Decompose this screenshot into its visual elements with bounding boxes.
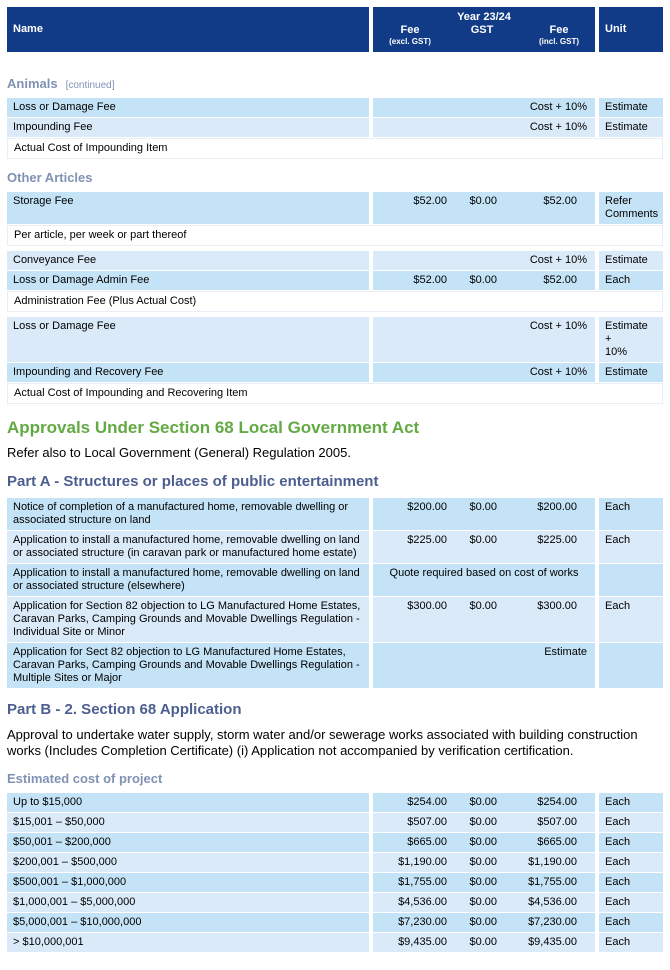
table-row xyxy=(7,793,663,812)
header-gst-label: GST xyxy=(470,24,494,36)
part-a-heading: Part A - Structures or places of public entertainment xyxy=(7,473,379,490)
part-b-heading: Part B - 2. Section 68 Application xyxy=(7,701,242,718)
row-gst: $0.00 xyxy=(469,534,497,546)
row-note: Administration Fee (Plus Actual Cost) xyxy=(7,291,663,312)
row-gst: $0.00 xyxy=(469,501,497,513)
row-gst: $0.00 xyxy=(469,936,497,948)
header-gst xyxy=(457,24,507,36)
table-row xyxy=(7,873,663,892)
part-b-paragraph xyxy=(7,727,663,759)
row-unit xyxy=(599,564,663,596)
row-name xyxy=(7,531,369,563)
row-fee-excl: $225.00 xyxy=(407,534,447,546)
row-name xyxy=(7,643,369,688)
row-name xyxy=(7,597,369,642)
row-name-line: Application to install a manufactured home, removable dwelling on land xyxy=(13,534,360,546)
table-header xyxy=(7,7,663,52)
row-fee: Cost + 10% xyxy=(529,366,587,378)
row-name: $15,001 – $50,000 xyxy=(7,813,369,832)
header-name-label: Name xyxy=(13,23,43,35)
table-row xyxy=(7,893,663,912)
row-unit: Each xyxy=(599,793,663,812)
row-fee: Quote required based on cost of works xyxy=(389,567,579,579)
table-row xyxy=(7,833,663,852)
row-name: $500,001 – $1,000,000 xyxy=(7,873,369,892)
table-row xyxy=(7,251,663,270)
row-unit: Each xyxy=(599,853,663,872)
row-fee-incl: $4,536.00 xyxy=(528,896,577,908)
row-unit: Estimate xyxy=(599,98,663,117)
row-gst: $0.00 xyxy=(469,876,497,888)
table-row xyxy=(7,118,663,137)
row-fee-excl: $300.00 xyxy=(407,600,447,612)
row-unit: Each xyxy=(599,813,663,832)
row-fee-excl: $4,536.00 xyxy=(398,896,447,908)
row-unit xyxy=(599,192,663,224)
table-row xyxy=(7,531,663,563)
animals-section-title xyxy=(7,76,663,91)
animals-title: Animals xyxy=(7,76,58,91)
row-name-line: Application for Section 82 objection to LG Manufactured Home Estates, xyxy=(13,600,361,612)
table-row xyxy=(7,498,663,530)
part-b-paragraph-line: Approval to undertake water supply, storm water and/or sewerage works associated with building construction xyxy=(7,727,638,742)
row-unit: Estimate xyxy=(599,251,663,270)
row-fee-excl: $9,435.00 xyxy=(398,936,447,948)
row-unit: Each xyxy=(599,597,663,642)
row-name: Up to $15,000 xyxy=(7,793,369,812)
table-row xyxy=(7,192,663,224)
row-gst: $0.00 xyxy=(469,274,497,286)
row-unit-line2: 10% xyxy=(605,346,628,358)
row-fee-incl: $665.00 xyxy=(537,836,577,848)
row-fee-incl: $1,190.00 xyxy=(528,856,577,868)
header-fee-excl-label: Fee xyxy=(400,24,420,36)
row-fee: Cost + 10% xyxy=(529,254,587,266)
row-fee: Cost + 10% xyxy=(529,121,587,133)
approvals-refer-text: Refer also to Local Government (General) Regulation 2005. xyxy=(7,445,351,460)
part-b-paragraph-line: works (Includes Completion Certificate) (i) Application not accompanied by verification certification. xyxy=(7,743,574,758)
approvals-heading: Approvals Under Section 68 Local Government Act xyxy=(7,418,420,437)
row-name xyxy=(7,564,369,596)
part-b-table xyxy=(7,793,663,952)
table-row xyxy=(7,933,663,952)
row-name xyxy=(7,498,369,530)
row-fee-incl: $52.00 xyxy=(543,195,577,207)
row-unit: Each xyxy=(599,498,663,530)
table-row xyxy=(7,597,663,642)
row-gst: $0.00 xyxy=(469,195,497,207)
header-unit-label: Unit xyxy=(605,23,627,35)
table-row xyxy=(7,564,663,596)
header-unit-cell xyxy=(599,7,663,52)
row-unit: Each xyxy=(599,893,663,912)
row-fee-excl: $52.00 xyxy=(413,195,447,207)
row-name-line: Caravan Parks, Camping Grounds and Movable Dwellings Regulation - xyxy=(13,613,360,625)
row-note: Per article, per week or part thereof xyxy=(7,225,663,246)
row-name: $1,000,001 – $5,000,000 xyxy=(7,893,369,912)
row-fee-excl: $507.00 xyxy=(407,816,447,828)
row-note: Actual Cost of Impounding Item xyxy=(7,138,663,159)
row-fee-incl: $225.00 xyxy=(537,534,577,546)
row-gst: $0.00 xyxy=(469,836,497,848)
row-fee-incl: $52.00 xyxy=(543,274,577,286)
estimated-cost-title: Estimated cost of project xyxy=(7,771,163,786)
row-gst: $0.00 xyxy=(469,600,497,612)
row-unit: Each xyxy=(599,271,663,290)
row-fee-excl: $665.00 xyxy=(407,836,447,848)
header-fee-incl-label: Fee xyxy=(549,24,569,36)
row-name: > $10,000,001 xyxy=(7,933,369,952)
row-name: Loss or Damage Fee xyxy=(7,317,369,362)
table-row xyxy=(7,317,663,362)
row-fee-incl: $200.00 xyxy=(537,501,577,513)
row-note: Actual Cost of Impounding and Recovering Item xyxy=(7,383,663,404)
table-row xyxy=(7,853,663,872)
row-unit: Estimate xyxy=(599,363,663,382)
row-fee-excl: $7,230.00 xyxy=(398,916,447,928)
row-unit-line1: Estimate + xyxy=(605,320,648,345)
row-name: $50,001 – $200,000 xyxy=(7,833,369,852)
table-row xyxy=(7,813,663,832)
fee-schedule-page xyxy=(7,7,663,953)
header-fee-incl xyxy=(523,24,595,46)
row-unit: Each xyxy=(599,873,663,892)
row-name-line: Multiple Sites or Major xyxy=(13,672,122,684)
row-fee-excl: $1,190.00 xyxy=(398,856,447,868)
row-fee-excl: $1,755.00 xyxy=(398,876,447,888)
row-name: Conveyance Fee xyxy=(7,251,369,270)
row-name: Loss or Damage Admin Fee xyxy=(7,271,369,290)
row-unit xyxy=(599,317,663,362)
row-fee: Cost + 10% xyxy=(529,320,587,332)
header-name-cell xyxy=(7,7,369,52)
row-unit: Each xyxy=(599,933,663,952)
row-unit: Each xyxy=(599,531,663,563)
table-row xyxy=(7,271,663,290)
row-fee-incl: $507.00 xyxy=(537,816,577,828)
row-unit: Each xyxy=(599,913,663,932)
row-name-line: Notice of completion of a manufactured home, removable dwelling or xyxy=(13,501,349,513)
row-fee-incl: $7,230.00 xyxy=(528,916,577,928)
header-fee-incl-sub: (incl. GST) xyxy=(539,37,579,46)
row-name-line: Individual Site or Minor xyxy=(13,626,125,638)
row-fee-excl: $52.00 xyxy=(413,274,447,286)
header-fee-excl xyxy=(377,24,443,46)
row-unit: Each xyxy=(599,833,663,852)
row-fee: Cost + 10% xyxy=(529,101,587,113)
table-row xyxy=(7,913,663,932)
row-name: Impounding and Recovery Fee xyxy=(7,363,369,382)
row-name-line: associated structure on land xyxy=(13,514,151,526)
row-unit-line2: Comments xyxy=(605,208,659,220)
row-name-line: Caravan Parks, Camping Grounds and Movable Dwellings Regulation - xyxy=(13,659,360,671)
header-year-label: Year 23/24 xyxy=(457,11,511,23)
header-fee-excl-sub: (excl. GST) xyxy=(389,37,431,46)
row-name: $5,000,001 – $10,000,000 xyxy=(7,913,369,932)
row-fee: Estimate xyxy=(544,646,587,658)
row-name: Loss or Damage Fee xyxy=(7,98,369,117)
row-name: Impounding Fee xyxy=(7,118,369,137)
row-gst: $0.00 xyxy=(469,916,497,928)
row-fee-excl: $254.00 xyxy=(407,796,447,808)
table-row xyxy=(7,363,663,382)
row-gst: $0.00 xyxy=(469,796,497,808)
row-fee-incl: $9,435.00 xyxy=(528,936,577,948)
header-year-cell xyxy=(373,7,595,52)
row-fee-incl: $300.00 xyxy=(537,600,577,612)
row-fee-incl: $254.00 xyxy=(537,796,577,808)
continued-label: [continued] xyxy=(65,80,115,91)
row-name: $200,001 – $500,000 xyxy=(7,853,369,872)
other-articles-title: Other Articles xyxy=(7,170,93,185)
row-fee-incl: $1,755.00 xyxy=(528,876,577,888)
row-name-line: or associated structure (in caravan park or manufactured home estate) xyxy=(13,547,357,559)
row-unit-line1: Refer xyxy=(605,195,632,207)
row-gst: $0.00 xyxy=(469,816,497,828)
row-unit xyxy=(599,643,663,688)
row-name-line: Application to install a manufactured home, removable dwelling on land xyxy=(13,567,360,579)
table-row xyxy=(7,98,663,117)
row-name-line: Application for Sect 82 objection to LG Manufactured Home Estates, xyxy=(13,646,346,658)
row-fee-excl: $200.00 xyxy=(407,501,447,513)
row-gst: $0.00 xyxy=(469,856,497,868)
row-gst: $0.00 xyxy=(469,896,497,908)
row-unit: Estimate xyxy=(599,118,663,137)
table-row xyxy=(7,643,663,688)
row-name: Storage Fee xyxy=(7,192,369,224)
row-name-line: or associated structure (elsewhere) xyxy=(13,580,185,592)
